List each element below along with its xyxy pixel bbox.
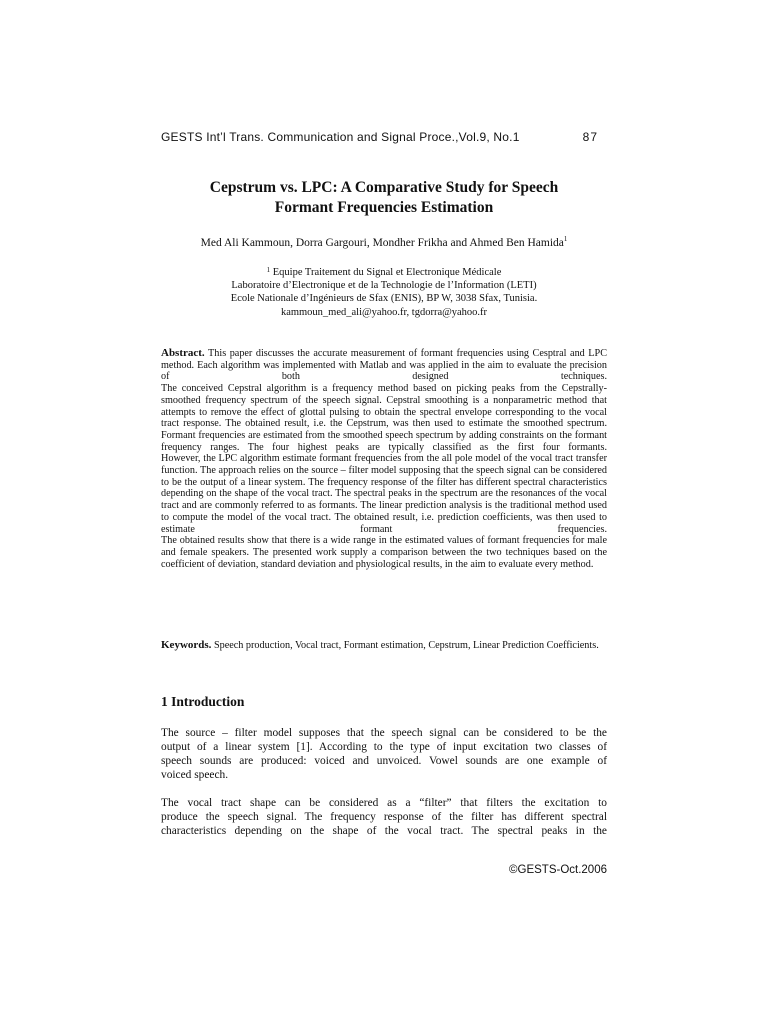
abstract-paragraph: Abstract. This paper discusses the accurate measurement of formant frequencies using Cesptral and LPC method. Each algorithm was implemented with Matlab and was applied in the aim to evaluate the precision of both designed techniques. [161,347,607,383]
affiliation-line-2: Laboratoire d’Electronique et de la Technologie de l’Information (LETI) [231,280,537,292]
abstract-paragraph: The obtained results show that there is a wide range in the estimated values of formant frequencies for male and female speakers. The presented work supply a comparison between the two techniques based on the coefficient of deviation, standard deviation and physiological results, in the aim to evaluate every method. [161,535,607,570]
abstract-paragraph: The conceived Cepstral algorithm is a frequency method based on picking peaks from the Cepstrally-smoothed frequency spectrum of the speech signal. Cepstral smoothing is a nonparametric method that attempts to remove the effect of glottal pulsing to obtain the spectral envelope corresponding to the vocal tract response. The obtained result, i.e. the Cepstrum, was then used to estimate the smoothed spectrum. Formant frequencies are estimated from the smoothed speech spectrum by adding constraints on the formant frequency ranges. The four highest peaks are typically classified as the first four formants. [161,383,607,453]
title-line-2: Formant Frequencies Estimation [274,199,494,216]
affiliation-group: Equipe Traitement du Signal et Electronique Médicale [270,267,502,278]
intro-paragraph-1: The source – filter model supposes that the speech signal can be considered to be the output of a linear system [1]. According to the type of input excitation two classes of speech sounds are produced: voiced and unvoiced. Vowel sounds are one example of voiced speech. [161,727,607,781]
keywords-label: Keywords. [161,639,212,651]
section-heading: 1 Introduction [161,694,245,709]
title-line-1: Cepstrum vs. LPC: A Comparative Study for Speech [209,179,559,196]
page-number: 87 [582,130,598,144]
affiliation-line-1 [161,266,607,279]
intro-paragraph-2: The vocal tract shape can be considered as a “filter” that filters the excitation to produce the speech signal. The frequency response of the filter has different spectral characteristics depending on the shape of the vocal tract. The spectral peaks in the [161,797,607,837]
author-list [161,237,607,249]
introduction-body [161,726,607,852]
running-header [161,130,598,144]
author-affiliation-mark: 1 [563,235,568,243]
affiliation-block [161,266,607,319]
journal-citation: GESTS Int’l Trans. Communication and Signal Proce.,Vol.9, No.1 [161,130,520,144]
paper-title [161,178,607,218]
abstract-label: Abstract. [161,347,205,359]
affiliation-line-3: Ecole Nationale d’Ingénieurs de Sfax (ENIS), BP W, 3038 Sfax, Tunisia. [230,293,538,305]
abstract [161,348,607,570]
copyright-footer: ©GESTS-Oct.2006 [509,864,607,876]
keywords-text: Speech production, Vocal tract, Formant estimation, Cepstrum, Linear Prediction Coefficients. [211,640,599,651]
keywords [161,640,607,652]
affiliation-mark: 1 [266,266,271,274]
author-emails: kammoun_med_ali@yahoo.fr, tgdorra@yahoo.fr [280,306,488,318]
author-names: Med Ali Kammoun, Dorra Gargouri, Mondher Frikha and Ahmed Ben Hamida [200,237,564,249]
abstract-paragraph: However, the LPC algorithm estimate formant frequencies from the all pole model of the vocal tract transfer function. The approach relies on the source – filter model supposing that the speech signal can be considered to be the output of a linear system. The frequency response of the filter has different spectral characteristics depending on the shape of the vocal tract. The spectral peaks in the spectrum are the resonances of the vocal tract and are commonly referred to as formants. The linear prediction analysis is the traditional method used to compute the model of the vocal tract. The obtained result, i.e. prediction coefficients, was then used to estimate formant frequencies. [161,453,607,535]
